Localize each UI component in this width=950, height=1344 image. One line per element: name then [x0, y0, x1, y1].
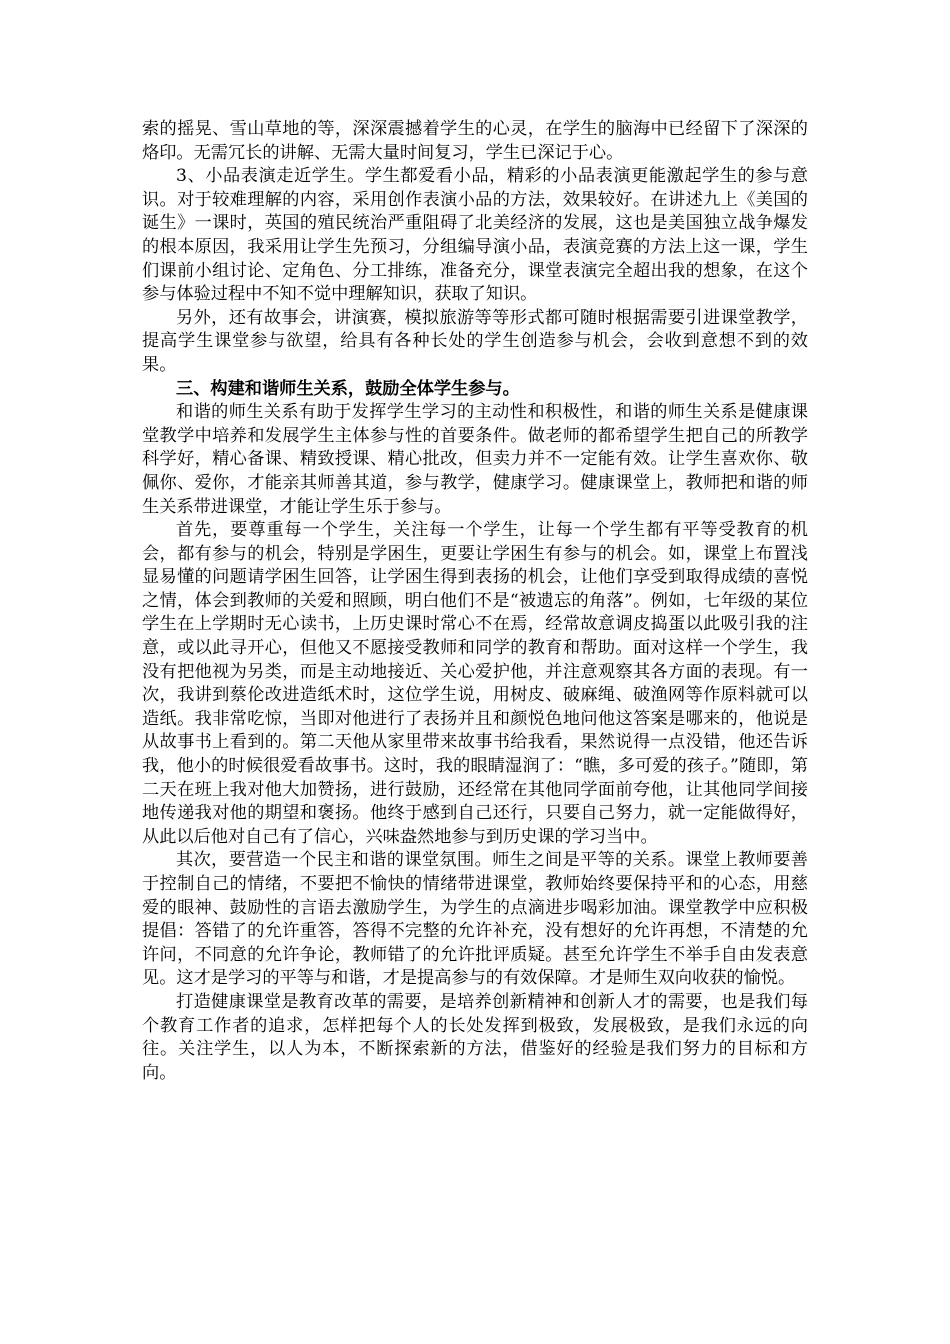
paragraph-other-forms: 另外，还有故事会，讲演赛，模拟旅游等等形式都可随时根据需要引进课堂教学，提高学生课堂参与欲望，给具有各种长处的学生创造参与机会，会收到意想不到的效果。: [142, 307, 808, 375]
paragraph-democratic-atmosphere: 其次，要营造一个民主和谐的课堂氛围。师生之间是平等的关系。课堂上教师要善于控制自己的情绪，不要把不愉快的情绪带进课堂，教师始终要保持平和的心态，用慈爱的眼神、鼓励性的言语去激励学生，为学生的点滴进步喝彩加油。课堂教学中应积极提倡：答错了的允许重答，答得不完整的允许补充，没有想好的允许再想，不清楚的允许问，不同意的允许争论，教师错了的允许批评质疑。甚至允许学生不举手自由发表意见。这才是学习的平等与和谐，才是提高参与的有效保障。才是师生双向收获的愉悦。: [142, 850, 808, 989]
section-heading: 三、构建和谐师生关系，鼓励全体学生参与。: [176, 378, 520, 399]
document-page: [142, 118, 808, 1085]
paragraph-skit-performance: 3、小品表演走近学生。学生都爱看小品，精彩的小品表演更能激起学生的参与意识。对于较难理解的内容，采用创作表演小品的方法，效果较好。在讲述九上《美国的诞生》一课时，英国的殖民统治严重阻碍了北美经济的发展，这也是美国独立战争爆发的根本原因，我采用让学生先预习，分组编导演小品，表演竞赛的方法上这一课，学生们课前小组讨论、定角色、分工排练，准备充分，课堂表演完全超出我的想象，在这个参与体验过程中不知不觉中理解知识，获取了知识。: [142, 166, 808, 305]
paragraph-harmonious-relationship: 和谐的师生关系有助于发挥学生学习的主动性和积极性，和谐的师生关系是健康课堂教学中培养和发展学生主体参与性的首要条件。做老师的都希望学生把自己的所教学科学好，精心备课、精致授课、精心批改，但卖力并不一定能有效。让学生喜欢你、敬佩你、爱你，才能亲其师善其道，参与教学，健康学习。健康课堂上，教师把和谐的师生关系带进课堂，才能让学生乐于参与。: [142, 402, 808, 517]
paragraph-respect-every-student: 首先，要尊重每一个学生，关注每一个学生，让每一个学生都有平等受教育的机会，都有参与的机会，特别是学困生，更要让学困生有参与的机会。如，课堂上布置浅显易懂的问题请学困生回答，让学困生得到表扬的机会，让他们享受到取得成绩的喜悦之情，体会到教师的关爱和照顾，明白他们不是“被遗忘的角落”。例如，七年级的某位学生在上学期时无心读书，上历史课时常心不在焉，经常故意调皮捣蛋以此吸引我的注意，或以此寻开心，但他又不愿接受教师和同学的教育和帮助。面对这样一个学生，我没有把他视为另类，而是主动地接近、关心爱护他，并注意观察其各方面的表现。有一次，我讲到蔡伦改进造纸术时，这位学生说，用树皮、破麻绳、破渔网等作原料就可以造纸。我非常吃惊，当即对他进行了表扬并且和颜悦色地问他这答案是哪来的，他说是从故事书上看到的。第二天他从家里带来故事书给我看，果然说得一点没错，他还告诉我，他小的时候很爱看故事书。这时，我的眼睛湿润了：“瞧，多可爱的孩子。”随即，第二天在班上我对他大加赞扬，进行鼓励，还经常在其他同学面前夸他，让其他同学间接地传递我对他的期望和褒扬。他终于感到自己还行，只要自己努力，就一定能做得好，从此以后他对自己有了信心，兴味盎然地参与到历史课的学习当中。: [142, 520, 808, 847]
paragraph-continuation: 索的摇晃、雪山草地的等，深深震撼着学生的心灵，在学生的脑海中已经留下了深深的烙印。无需冗长的讲解、无需大量时间复习，学生已深记于心。: [142, 119, 808, 163]
paragraph-conclusion: 打造健康课堂是教育改革的需要，是培养创新精神和创新人才的需要，也是我们每个教育工作者的追求，怎样把每个人的长处发挥到极致，发展极致，是我们永远的向往。关注学生，以人为本，不断探索新的方法，借鉴好的经验是我们努力的目标和方向。: [142, 991, 808, 1083]
